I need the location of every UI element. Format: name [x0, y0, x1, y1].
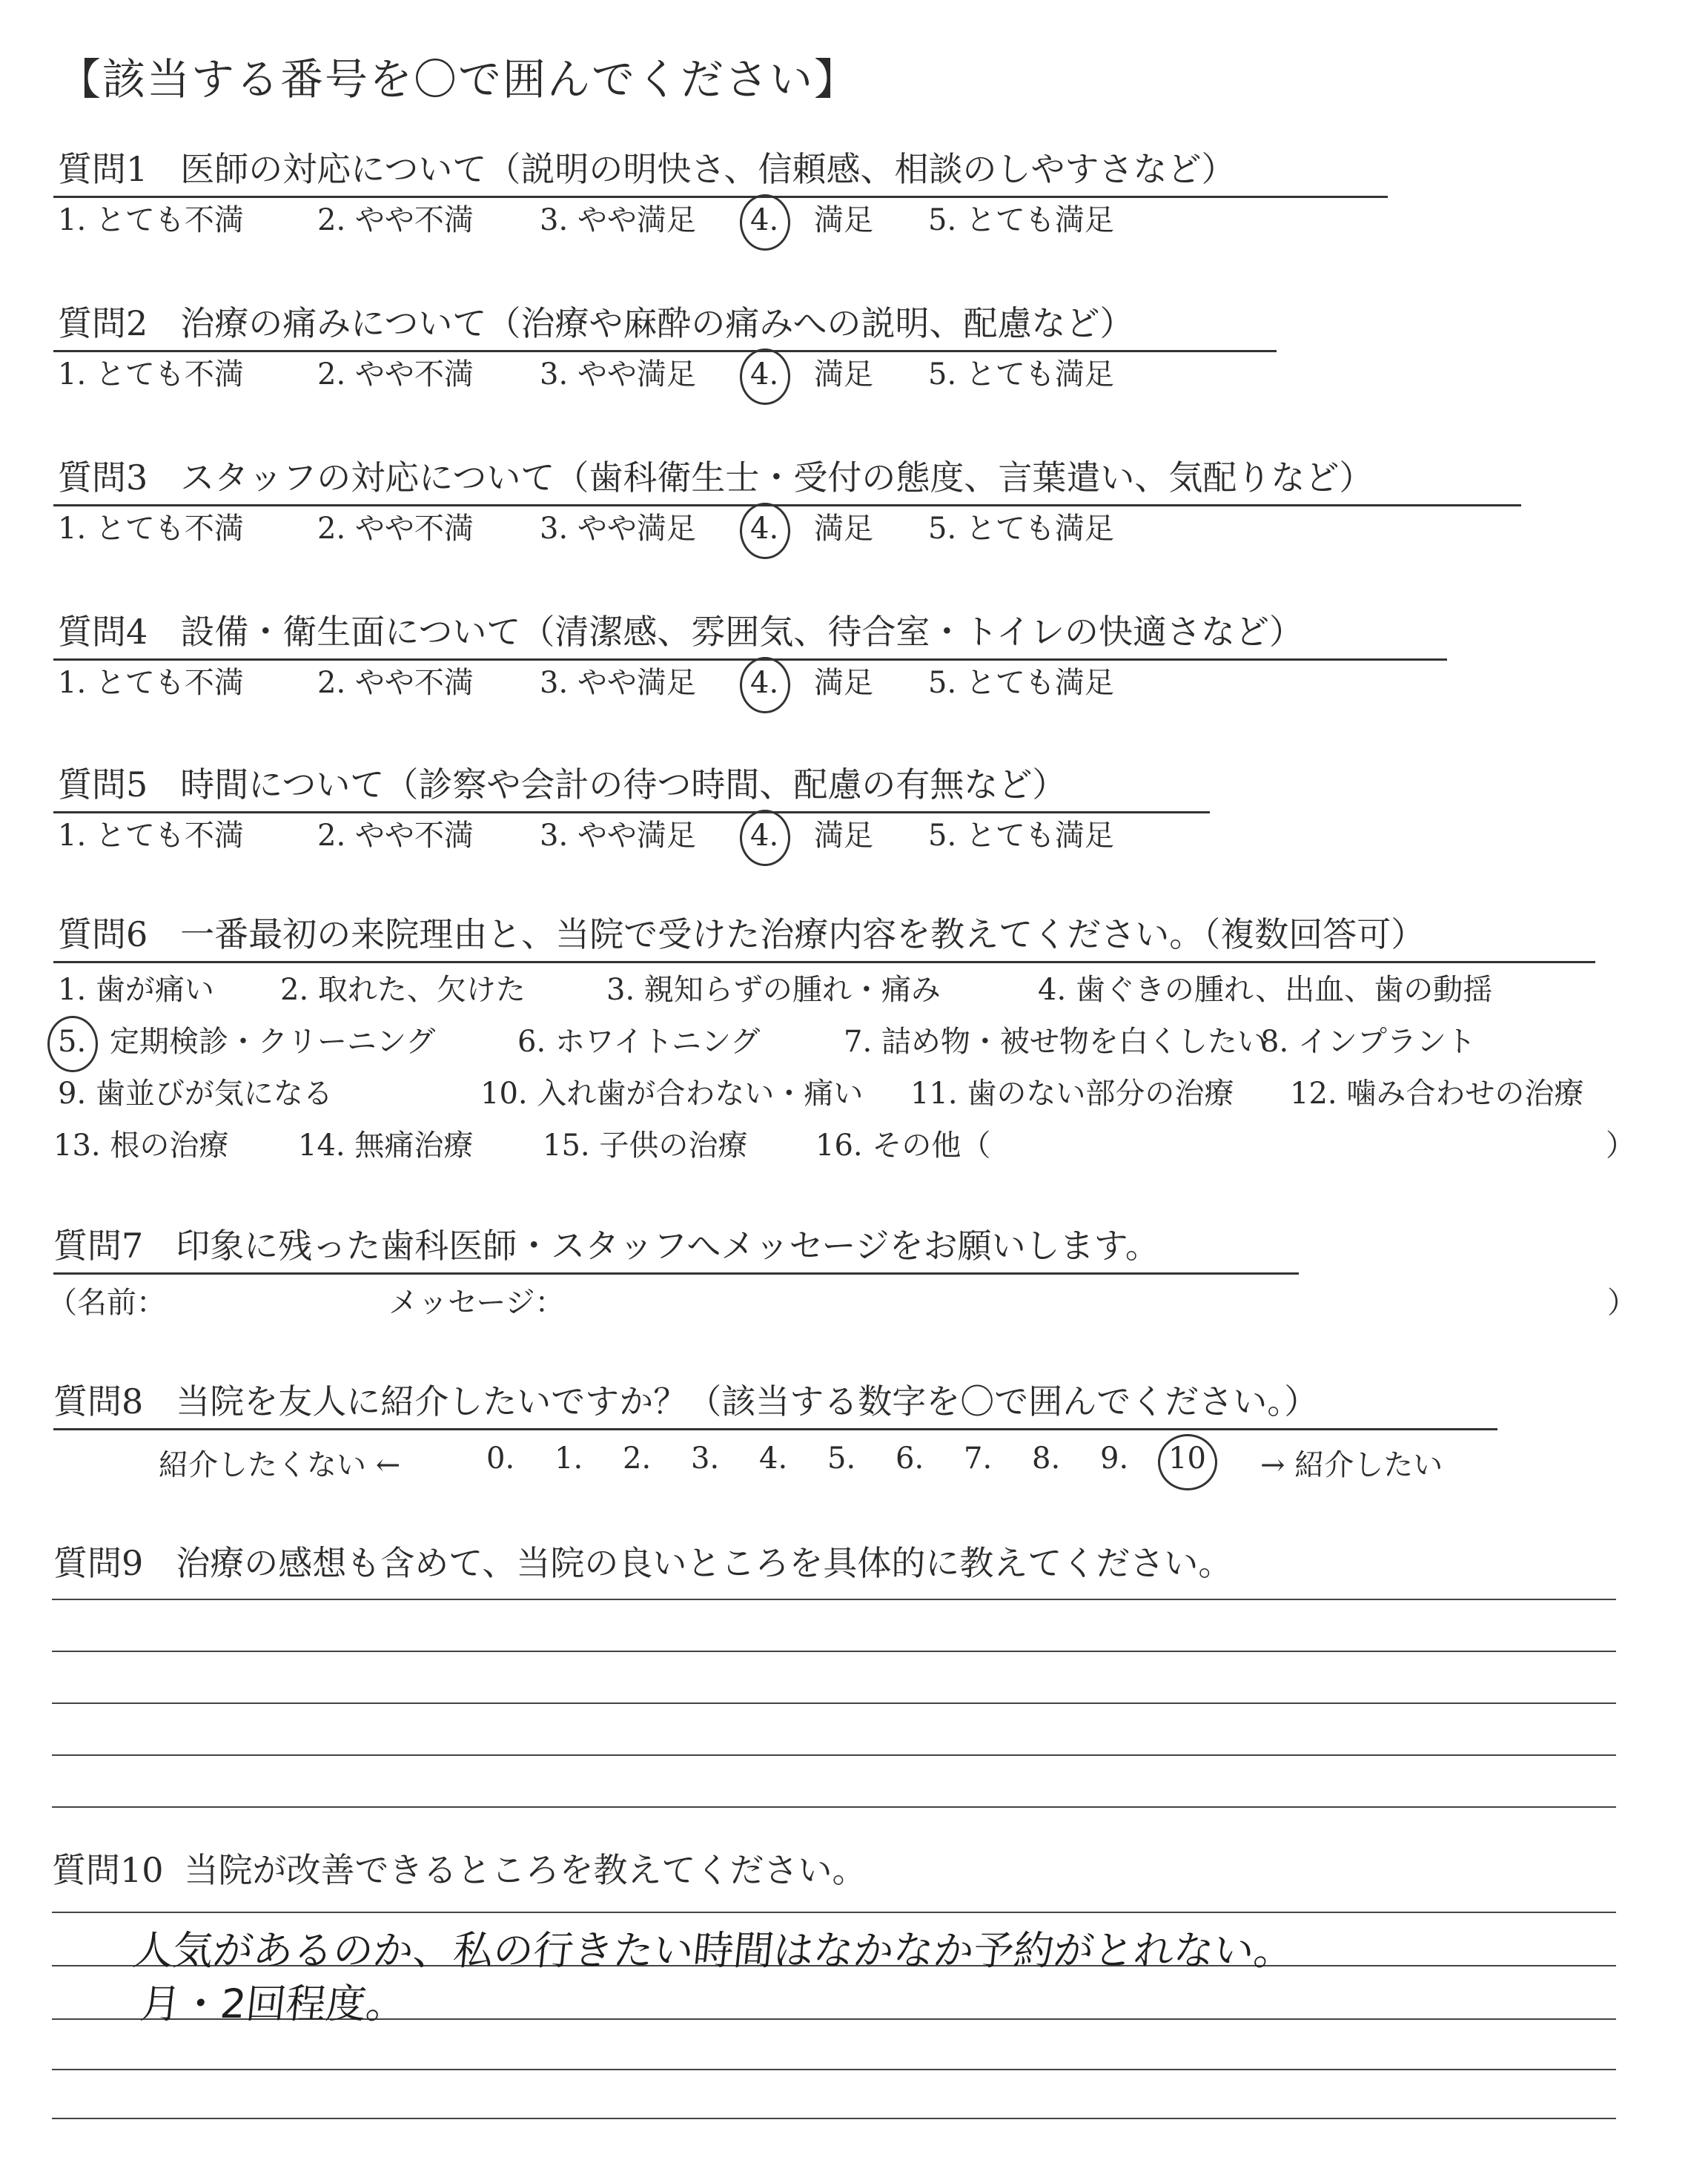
question-text: 当院を友人に紹介したいですか？（該当する数字を〇で囲んでください。）: [176, 1381, 1319, 1421]
rating-option-6[interactable]: 5. とても満足: [928, 203, 1114, 237]
name-label: （名前：: [47, 1286, 166, 1320]
scale-number-3[interactable]: 3.: [691, 1441, 720, 1476]
answer-line: [52, 1599, 1616, 1600]
q6-option[interactable]: 3. 親知らずの腫れ・痛み: [606, 973, 941, 1007]
question-text: 印象に残った歯科医師・スタッフへメッセージをお願いします。: [176, 1226, 1159, 1266]
rating-option-1[interactable]: 1. とても不満: [58, 819, 244, 853]
q6-option[interactable]: ）: [1606, 1129, 1635, 1163]
rating-option-2[interactable]: 2. やや不満: [317, 203, 474, 237]
question-8-underline: [53, 1428, 1497, 1430]
scale-left-label: 紹介したくない ←: [159, 1448, 401, 1482]
question-text: 治療の感想も含めて、当院の良いところを具体的に教えてください。: [176, 1543, 1233, 1583]
q6-option[interactable]: 1. 歯が痛い: [58, 973, 214, 1007]
rating-option-2[interactable]: 2. やや不満: [317, 357, 474, 392]
rating-option-1[interactable]: 1. とても不満: [58, 203, 244, 237]
question-8-heading: [53, 1381, 1318, 1422]
rating-option-6[interactable]: 5. とても満足: [928, 512, 1114, 546]
scale-right-label: → 紹介したい: [1260, 1448, 1443, 1482]
question-10-heading: [52, 1849, 867, 1891]
question-number: 質問6: [58, 914, 148, 954]
q6-option[interactable]: 16. その他（: [815, 1129, 991, 1163]
q6-option[interactable]: 定期検診・クリーニング: [110, 1025, 436, 1059]
rating-option-1[interactable]: 1. とても不満: [58, 357, 244, 392]
selected-circle-mark: [740, 349, 790, 405]
question-number: 質問9: [53, 1543, 144, 1583]
answer-line: [52, 1806, 1616, 1808]
q6-option[interactable]: 9. 歯並びが気になる: [58, 1077, 333, 1111]
q6-option[interactable]: 6. ホワイトニング: [517, 1025, 761, 1059]
rating-option-1[interactable]: 1. とても不満: [58, 666, 244, 700]
question-text: 設備・衛生面について（清潔感、雰囲気、待合室・トイレの快適さなど）: [180, 612, 1304, 652]
question-1-heading: [58, 148, 1236, 190]
rating-option-6[interactable]: 5. とても満足: [928, 357, 1114, 392]
question-underline: [53, 504, 1521, 506]
form-title: 【該当する番号を〇で囲んでください】: [58, 54, 859, 105]
question-3-heading: [58, 457, 1373, 498]
question-4-heading: [58, 611, 1303, 653]
rating-option-5[interactable]: 満足: [814, 357, 873, 392]
scale-number-0[interactable]: 0.: [486, 1441, 515, 1476]
q6-option[interactable]: 15. 子供の治療: [543, 1129, 748, 1163]
q6-option[interactable]: 8. インプラント: [1260, 1025, 1476, 1059]
rating-option-4[interactable]: 4.: [750, 203, 779, 237]
scale-number-10[interactable]: 10: [1168, 1441, 1206, 1476]
q6-option[interactable]: 14. 無痛治療: [298, 1129, 474, 1163]
question-number: 質問10: [52, 1850, 164, 1890]
q6-option[interactable]: 10. 入れ歯が合わない・痛い: [480, 1077, 864, 1111]
handwritten-answer-line-1: 人気があるのか、私の行きたい時間はなかなか予約がとれない。: [130, 1927, 1297, 1974]
rating-option-4[interactable]: 4.: [750, 357, 779, 392]
answer-line: [52, 1702, 1616, 1704]
question-6-underline: [53, 961, 1595, 963]
rating-option-2[interactable]: 2. やや不満: [317, 819, 474, 853]
answer-line: [52, 1912, 1616, 1913]
handwritten-answer-line-2: 月・2回程度。: [138, 1981, 409, 2027]
scale-number-4[interactable]: 4.: [759, 1441, 788, 1476]
rating-option-5[interactable]: 満足: [814, 512, 873, 546]
answer-line: [52, 1754, 1616, 1756]
question-number: 質問4: [58, 612, 148, 652]
question-number: 質問5: [58, 764, 148, 805]
selected-circle-mark: [740, 194, 790, 251]
question-underline: [53, 350, 1277, 352]
rating-option-6[interactable]: 5. とても満足: [928, 666, 1114, 700]
scale-number-5[interactable]: 5.: [827, 1441, 856, 1476]
question-number: 質問2: [58, 303, 148, 343]
message-label: メッセージ：: [388, 1286, 565, 1320]
rating-option-5[interactable]: 満足: [814, 666, 873, 700]
rating-option-5[interactable]: 満足: [814, 819, 873, 853]
q6-option[interactable]: 7. 詰め物・被せ物を白くしたい: [844, 1025, 1267, 1059]
rating-option-3[interactable]: 3. やや満足: [540, 357, 696, 392]
question-text: 当院が改善できるところを教えてください。: [184, 1850, 867, 1890]
selected-circle-mark: [47, 1016, 98, 1072]
q6-option[interactable]: 5.: [58, 1025, 87, 1059]
rating-option-6[interactable]: 5. とても満足: [928, 819, 1114, 853]
question-text: スタッフの対応について（歯科衛生士・受付の態度、言葉遣い、気配りなど）: [180, 458, 1374, 498]
scale-number-6[interactable]: 6.: [896, 1441, 924, 1476]
question-underline: [53, 658, 1447, 661]
question-underline: [53, 196, 1388, 198]
rating-option-4[interactable]: 4.: [750, 819, 779, 853]
answer-line: [52, 2118, 1616, 2119]
answer-line: [52, 2069, 1616, 2070]
selected-circle-mark: [740, 657, 790, 713]
question-underline: [53, 811, 1210, 813]
selected-circle-mark: [740, 503, 790, 559]
q6-option[interactable]: 4. 歯ぐきの腫れ、出血、歯の動揺: [1038, 973, 1493, 1007]
rating-option-3[interactable]: 3. やや満足: [540, 203, 696, 237]
question-2-heading: [58, 303, 1133, 344]
rating-option-1[interactable]: 1. とても不満: [58, 512, 244, 546]
question-text: 一番最初の来院理由と、当院で受けた治療内容を教えてください。（複数回答可）: [180, 914, 1426, 954]
selected-circle-mark: [1158, 1434, 1217, 1490]
q6-option[interactable]: 2. 取れた、欠けた: [280, 973, 526, 1007]
q6-option[interactable]: 11. 歯のない部分の治療: [910, 1077, 1234, 1111]
rating-option-4[interactable]: 4.: [750, 512, 779, 546]
q6-option[interactable]: 13. 根の治療: [53, 1129, 229, 1163]
rating-option-5[interactable]: 満足: [814, 203, 873, 237]
question-5-heading: [58, 764, 1066, 805]
question-7-underline: [53, 1272, 1299, 1275]
question-number: 質問7: [53, 1226, 144, 1266]
scale-number-2[interactable]: 2.: [623, 1441, 652, 1476]
question-number: 質問3: [58, 458, 148, 498]
rating-option-4[interactable]: 4.: [750, 666, 779, 700]
rating-option-3[interactable]: 3. やや満足: [540, 512, 696, 546]
question-7-heading: [53, 1225, 1159, 1266]
question-9-heading: [53, 1542, 1232, 1584]
rating-option-3[interactable]: 3. やや満足: [540, 819, 696, 853]
question-text: 時間について（診察や会計の待つ時間、配慮の有無など）: [180, 764, 1067, 805]
message-close-paren: ）: [1607, 1286, 1637, 1320]
scale-number-8[interactable]: 8.: [1032, 1441, 1061, 1476]
q6-option[interactable]: 12. 噛み合わせの治療: [1290, 1077, 1584, 1111]
scale-number-7[interactable]: 7.: [964, 1441, 993, 1476]
question-number: 質問1: [58, 149, 148, 189]
question-6-heading: [58, 914, 1425, 955]
rating-option-2[interactable]: 2. やや不満: [317, 666, 474, 700]
question-text: 医師の対応について（説明の明快さ、信頼感、相談のしやすさなど）: [180, 149, 1236, 189]
question-text: 治療の痛みについて（治療や麻酔の痛みへの説明、配慮など）: [180, 303, 1134, 343]
scale-number-9[interactable]: 9.: [1100, 1441, 1129, 1476]
rating-option-3[interactable]: 3. やや満足: [540, 666, 696, 700]
rating-option-2[interactable]: 2. やや不満: [317, 512, 474, 546]
answer-line: [52, 1651, 1616, 1652]
scale-number-1[interactable]: 1.: [555, 1441, 583, 1476]
selected-circle-mark: [740, 810, 790, 866]
question-number: 質問8: [53, 1381, 144, 1421]
